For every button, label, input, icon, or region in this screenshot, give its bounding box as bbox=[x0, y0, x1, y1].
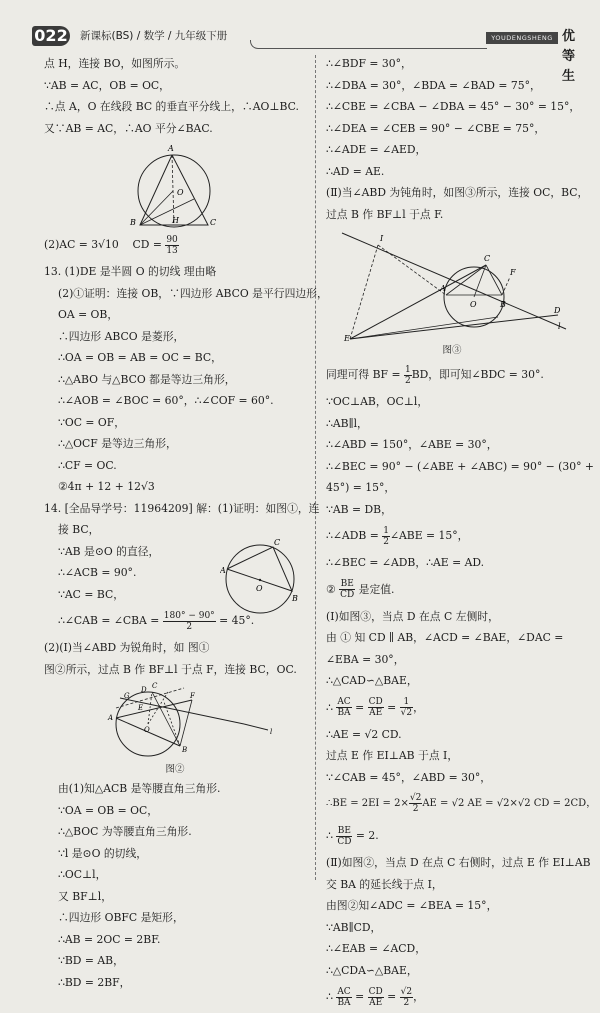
triangle-in-circle-diagram bbox=[44, 139, 306, 229]
answer-line bbox=[326, 359, 578, 391]
answer-line: ∵OA = OB = OC， bbox=[58, 803, 159, 817]
svg-text:H: H bbox=[172, 216, 179, 225]
answer-line: 13. (1)DE 是半圆 O 的切线 理由略 bbox=[44, 265, 217, 278]
answer-line: ∴CF = OC. bbox=[58, 458, 117, 472]
answer-line: ∴∠DEA = ∠CEB = 90° − ∠CBE = 75°， bbox=[326, 121, 546, 135]
answer-line: (2)①证明：连接 OB，∵四边形 ABCO 是平行四边形， bbox=[58, 286, 328, 300]
answer-line: ∴OA = OB = AB = OC = BC， bbox=[58, 351, 222, 364]
answer-line: ∵l 是⊙O 的切线， bbox=[58, 846, 148, 860]
svg-text:O: O bbox=[256, 583, 263, 593]
answer-line: ∴∠CBE = ∠CBA − ∠DBA = 45° − 30° = 15°， bbox=[326, 100, 581, 113]
answer-text: 是定值. bbox=[355, 582, 395, 596]
answer-line: ∴AE = √2 CD. bbox=[326, 727, 402, 741]
answer-line: ∴∠EAB = ∠ACD， bbox=[326, 942, 426, 955]
answer-line: ∵∠CAB = 45°，∠ABD = 30°， bbox=[326, 770, 492, 784]
brand-english: YOUDENGSHENG bbox=[486, 32, 558, 44]
answer-line: 又 BF⊥l， bbox=[58, 889, 113, 903]
svg-text:D: D bbox=[554, 306, 561, 315]
answer-text: 同理可得 BF = bbox=[326, 368, 404, 381]
answer-line: ∠EBA = 30°， bbox=[326, 652, 405, 666]
answer-line: ∴四边形 ABCO 是菱形， bbox=[58, 329, 185, 343]
answer-text: ∴BE = 2EI = 2× bbox=[326, 798, 409, 809]
svg-text:D: D bbox=[141, 686, 147, 694]
svg-text:O: O bbox=[470, 300, 477, 309]
fraction: $\frac{CD}{AE}$ bbox=[368, 697, 383, 718]
answer-line: 接 BC， bbox=[58, 523, 100, 536]
figure-3 bbox=[326, 225, 578, 343]
answer-line: ∴△CDA∽△BAE， bbox=[326, 963, 418, 977]
answer-line: (Ⅰ)如图③，当点 D 在点 C 左侧时， bbox=[326, 609, 499, 623]
answer-text: ∴∠ADB = bbox=[326, 529, 383, 542]
fraction: $\frac{1}{2}$ bbox=[383, 525, 389, 547]
answer-line: 图②所示，过点 B 作 BF⊥l 于点 F，连接 BC，OC. bbox=[44, 662, 297, 676]
svg-text:A: A bbox=[440, 284, 446, 293]
answer-line: OA = OB， bbox=[58, 308, 119, 321]
answer-line: (Ⅱ)当∠ABD 为钝角时，如图③所示，连接 OC，BC， bbox=[326, 186, 589, 199]
answer-text: ② bbox=[326, 582, 340, 596]
answer-text: AE = √2 AE = √2×√2 CD = 2CD， bbox=[422, 798, 597, 809]
svg-text:O: O bbox=[177, 188, 184, 197]
answer-line: ∵AB = AC，OB = OC， bbox=[44, 78, 170, 92]
answer-line: ∵OC = OF， bbox=[58, 415, 126, 429]
answer-line: ∵AC = BC， bbox=[58, 587, 125, 601]
header-rule bbox=[250, 40, 487, 49]
right-column bbox=[326, 53, 597, 1013]
answer-text: ∴ bbox=[326, 990, 337, 1003]
answer-text: ∴ bbox=[326, 700, 337, 714]
answer-line: ∵AB∥CD， bbox=[326, 920, 382, 934]
answer-line: (2)(Ⅰ)当∠ABD 为锐角时，如 图① bbox=[44, 641, 210, 654]
answer-line: ∴∠DBA = 30°，∠BDA = ∠BAD = 75°， bbox=[326, 78, 541, 92]
fraction: $\frac{AC}{BA}$ bbox=[337, 986, 351, 1008]
svg-text:F: F bbox=[510, 268, 516, 277]
svg-text:G: G bbox=[124, 692, 130, 700]
figure-2 bbox=[44, 680, 306, 762]
fraction: $\frac{90}{13}$ bbox=[166, 234, 178, 256]
figure-3-diagram bbox=[326, 225, 578, 343]
answer-line: ∴∠BEC = 90° − (∠ABE + ∠ABC) = 90° − (30° + bbox=[326, 459, 594, 473]
answer-line: ∴ $\frac{AC}{BA}$ = $\frac{CD}{AE}$ = $\frac{√2}{2}$ ， bbox=[326, 986, 424, 1008]
fraction: $\frac{BE}{CD}$ bbox=[340, 579, 355, 600]
answer-line: ∴AD = AE. bbox=[326, 164, 385, 178]
svg-text:A: A bbox=[168, 144, 174, 153]
page-number: 022 bbox=[32, 26, 70, 46]
answer-line: 由图②知∠ADC = ∠BEA = 15°， bbox=[326, 899, 498, 912]
fraction: $\frac{CD}{AE}$ bbox=[368, 986, 383, 1008]
fraction: $\frac{180^\circ - 90^\circ}{2}$ bbox=[163, 610, 215, 632]
answer-line: ∴△ABO 与△BCO 都是等边三角形， bbox=[58, 372, 236, 386]
answer-line: ∴∠ABD = 150°，∠ABE = 30°， bbox=[326, 438, 498, 451]
answer-line: 过点 B 作 BF⊥l 于点 F. bbox=[326, 207, 444, 221]
answer-line: ∵BD = AB， bbox=[58, 954, 124, 967]
svg-text:A: A bbox=[108, 714, 114, 722]
fraction: $\frac{1}{√2}$ bbox=[400, 697, 413, 718]
figure-caption: 图③ bbox=[442, 345, 462, 356]
figure-1-diagram bbox=[220, 535, 300, 621]
answer-line: 点 H，连接 BO，如图所示。 bbox=[44, 57, 186, 70]
svg-text:C: C bbox=[484, 254, 491, 263]
answer-text: BD，即可知∠BDC = 30°. bbox=[411, 368, 544, 381]
fraction: $\frac{AC}{BA}$ bbox=[337, 697, 351, 718]
svg-text:l: l bbox=[558, 322, 561, 331]
svg-text:C: C bbox=[152, 682, 158, 690]
answer-line: ∴四边形 OBFC 是矩形， bbox=[58, 911, 184, 924]
fraction: $\frac{√2}{2}$ bbox=[400, 986, 413, 1008]
fraction: $\frac{BE}{CD}$ bbox=[337, 825, 352, 847]
brand-chinese: 优等生 bbox=[562, 29, 576, 84]
answer-line: 45°) = 15°， bbox=[326, 481, 396, 494]
svg-text:B: B bbox=[500, 300, 506, 309]
answer-text: (2)AC = 3√10 CD = bbox=[44, 238, 166, 251]
answer-line: ∴AB = 2OC = 2BF. bbox=[58, 932, 161, 946]
svg-text:B: B bbox=[292, 593, 298, 603]
answer-line bbox=[326, 574, 578, 606]
answer-line: ∴OC⊥l， bbox=[58, 868, 107, 881]
answer-line: ∴∠ADE = ∠AED， bbox=[326, 143, 427, 156]
svg-text:I: I bbox=[380, 234, 384, 243]
svg-text:E: E bbox=[344, 334, 350, 343]
svg-text:C: C bbox=[274, 537, 281, 547]
svg-text:F: F bbox=[190, 692, 195, 700]
breadcrumb: 新课标(BS) / 数学 / 九年级下册 bbox=[80, 30, 228, 42]
figure1-block bbox=[44, 537, 306, 638]
svg-text:E: E bbox=[138, 704, 144, 712]
answer-line: 过点 E 作 EI⊥AB 于点 I， bbox=[326, 749, 459, 762]
answer-line: 又∵AB = AC，∴AO 平分∠BAC. bbox=[44, 121, 213, 135]
answer-line: ∴点 A，O 在线段 BC 的垂直平分线上，∴AO⊥BC. bbox=[44, 100, 299, 113]
answer-line: 14. [全品导学号：11964209] 解：(1)证明：如图①，连 bbox=[44, 501, 320, 515]
svg-text:C: C bbox=[210, 218, 217, 227]
answer-line: (Ⅱ)如图②，当点 D 在点 C 右侧时，过点 E 作 EI⊥AB bbox=[326, 856, 591, 869]
answer-line: 由(1)知△ACB 是等腰直角三角形. bbox=[58, 782, 221, 795]
answer-line: ∵AB 是⊙O 的直径， bbox=[58, 544, 160, 558]
answer-line: ∴ $\frac{AC}{BA}$ = $\frac{CD}{AE}$ = $\frac{1}{√2}$ ， bbox=[326, 697, 424, 718]
answer-line: ∴∠BEC = ∠ADB，∴AE = AD. bbox=[326, 556, 485, 569]
answer-text: ∠ABE = 15°， bbox=[389, 529, 469, 542]
svg-text:l: l bbox=[270, 728, 273, 736]
svg-text:B: B bbox=[130, 218, 136, 227]
fraction: $\frac{√2}{2}$ bbox=[409, 793, 422, 814]
answer-line: 由 ① 知 CD ∥ AB，∠ACD = ∠BAE，∠DAC = bbox=[326, 631, 564, 644]
answer-text: ∴∠CAB = ∠CBA = bbox=[58, 614, 163, 627]
answer-line bbox=[44, 229, 306, 261]
answer-line: ∴△BOC 为等腰直角三角形. bbox=[58, 825, 192, 838]
svg-text:B: B bbox=[182, 746, 188, 754]
answer-line: ∴AB∥l， bbox=[326, 416, 368, 430]
fraction: $\frac{1}{2}$ bbox=[404, 364, 411, 386]
answer-line: ∴BD = 2BF， bbox=[58, 975, 131, 989]
figure-triangle-circle bbox=[44, 139, 306, 229]
answer-text: ∴ bbox=[326, 829, 337, 842]
figure-2-diagram bbox=[44, 680, 306, 762]
answer-line: ∵OC⊥AB，OC⊥l， bbox=[326, 395, 429, 408]
column-divider bbox=[315, 55, 316, 880]
answer-line: ∴△CAD∽△BAE， bbox=[326, 674, 418, 687]
answer-line: ②4π + 12 + 12√3 bbox=[58, 480, 155, 493]
figure-caption: 图② bbox=[165, 764, 185, 775]
answer-line: ∵AB = DB， bbox=[326, 502, 392, 516]
answer-line: ∴△OCF 是等边三角形， bbox=[58, 437, 177, 450]
answer-line bbox=[326, 820, 578, 852]
answer-line: ∴∠ACB = 90°. bbox=[58, 566, 137, 579]
svg-text:O: O bbox=[144, 726, 150, 734]
left-column bbox=[44, 53, 328, 993]
answer-text: = 45°. bbox=[215, 614, 255, 627]
answer-line: 交 BA 的延长线于点 I， bbox=[326, 877, 443, 891]
answer-line bbox=[326, 788, 597, 820]
answer-line bbox=[326, 520, 578, 552]
answer-line: ∴∠BDF = 30°， bbox=[326, 57, 412, 70]
answer-line: ∴∠AOB = ∠BOC = 60°，∴∠COF = 60°. bbox=[58, 394, 274, 407]
answer-text: = 2. bbox=[352, 829, 379, 842]
svg-text:A: A bbox=[220, 565, 226, 575]
